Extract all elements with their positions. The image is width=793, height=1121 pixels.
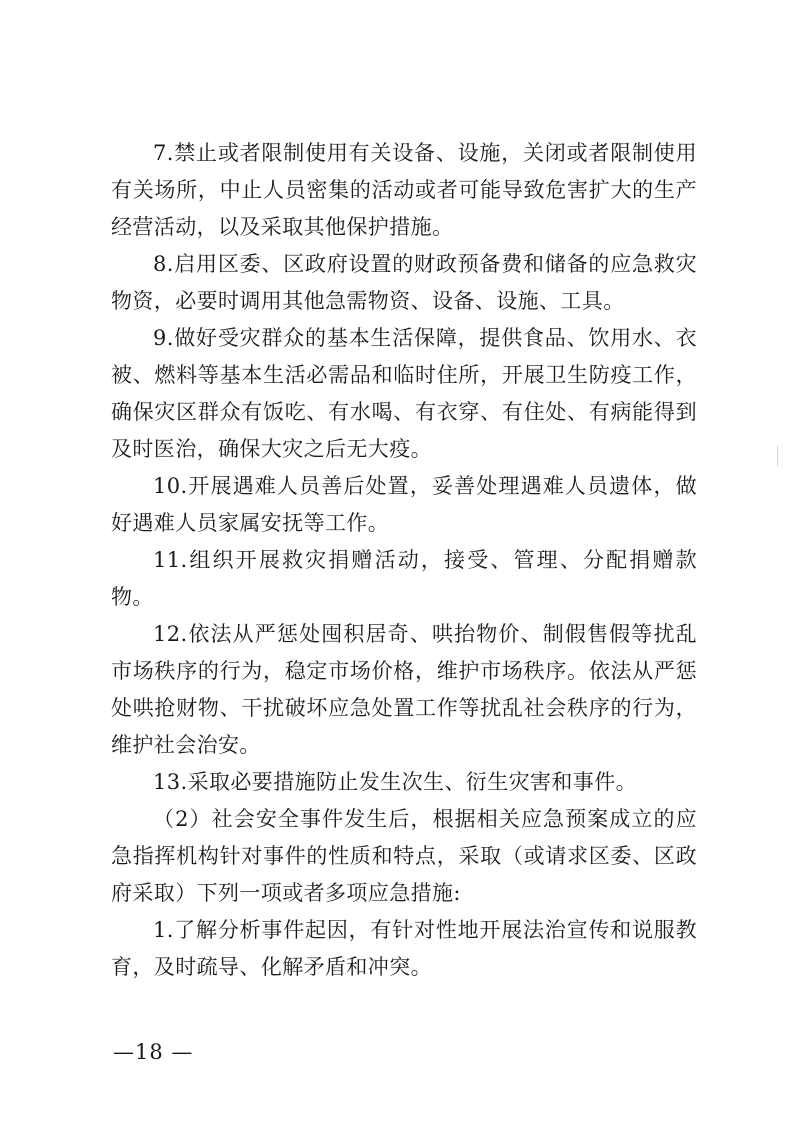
paragraph-item-9: 9.做好受灾群众的基本生活保障，提供食品、饮用水、衣被、燃料等基本生活必需品和临时住所，开展卫生防疫工作，确保灾区群众有饭吃、有水喝、有衣穿、有住处、有病能得到及时医治，确保大灾之后无大疫。	[111, 326, 697, 461]
paragraph-item-10: 10.开展遇难人员善后处置，妥善处理遇难人员遗体，做好遇难人员家属安抚等工作。	[111, 474, 697, 535]
paragraph-item-8: 8.启用区委、区政府设置的财政预备费和储备的应急救灾物资，必要时调用其他急需物资、设备、设施、工具。	[111, 252, 697, 313]
paragraph-item-1: 1.了解分析事件起因，有针对性地开展法治宣传和说服教育，及时疏导、化解矛盾和冲突。	[111, 918, 697, 979]
paragraph-social-security: （2）社会安全事件发生后，根据相关应急预案成立的应急指挥机构针对事件的性质和特点，采取（或请求区委、区政府采取）下列一项或者多项应急措施:	[111, 807, 697, 905]
document-body	[111, 135, 697, 986]
paragraph-item-13: 13.采取必要措施防止发生次生、衍生灾害和事件。	[153, 770, 637, 794]
page-number: —18 —	[113, 1040, 194, 1064]
paragraph-item-12: 12.依法从严惩处囤积居奇、哄抬物价、制假售假等扰乱市场秩序的行为，稳定市场价格，维护市场秩序。依法从严惩处哄抢财物、干扰破坏应急处置工作等扰乱社会秩序的行为，维护社会治安。	[111, 622, 697, 757]
scan-edge-mark	[777, 445, 778, 467]
paragraph-item-11: 11.组织开展救灾捐赠活动，接受、管理、分配捐赠款物。	[111, 548, 697, 609]
paragraph-item-7: 7.禁止或者限制使用有关设备、设施，关闭或者限制使用有关场所，中止人员密集的活动或者可能导致危害扩大的生产经营活动，以及采取其他保护措施。	[111, 141, 697, 239]
